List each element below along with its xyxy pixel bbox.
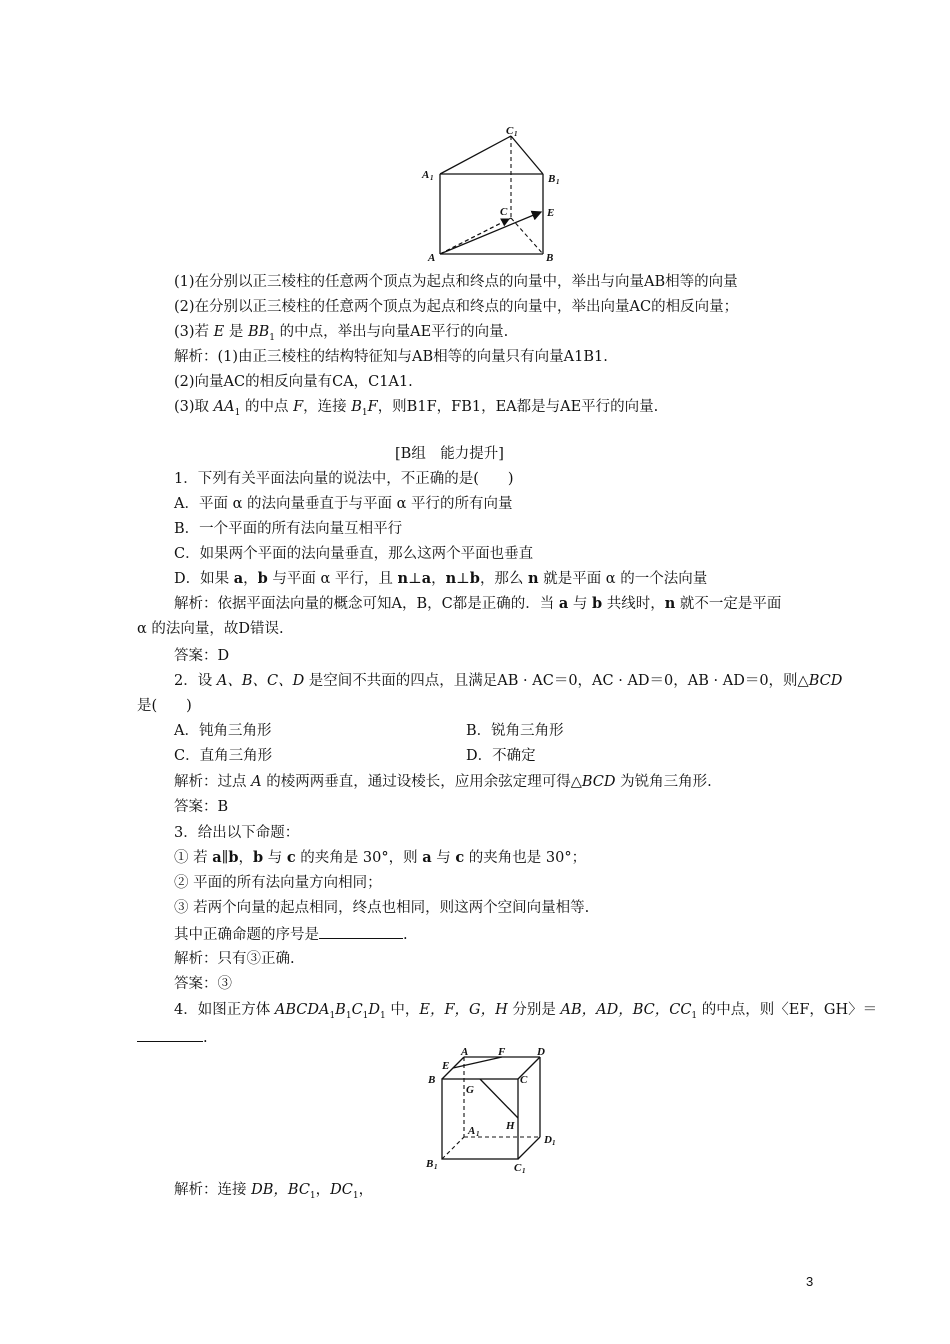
p1-question-2: (2)在分别以正三棱柱的任意两个顶点为起点和终点的向量中，举出向量AC的相反向量； bbox=[174, 299, 739, 315]
label-G: G bbox=[466, 1084, 474, 1096]
label-F: F bbox=[498, 1047, 506, 1058]
p1-solution-2: (2)向量AC的相反向量有CA，C1A1. bbox=[174, 374, 413, 390]
label-A1: A bbox=[422, 169, 430, 181]
svg-text:1: 1 bbox=[430, 174, 434, 182]
svg-text:1: 1 bbox=[522, 1167, 526, 1175]
q4-stem-cont: . bbox=[137, 1026, 208, 1048]
q4-solution: 解析：连接 DB，$BC_1$，$DC_1$， bbox=[174, 1182, 374, 1201]
q2-stem: 2．设 A、B、C、D 是空间不共面的四点，且满足AB · AC＝0，AC · AD＝0，AB · AD＝0，则△BCD bbox=[174, 673, 843, 689]
q3-stem: 3．给出以下命题： bbox=[174, 825, 300, 841]
svg-text:1: 1 bbox=[556, 178, 560, 186]
page-number: 3 bbox=[806, 1274, 814, 1289]
label-C: C bbox=[500, 206, 508, 218]
q3-answer: 答案：③ bbox=[174, 976, 232, 992]
q2-option-c: C．直角三角形 bbox=[174, 748, 273, 764]
q1-option-c: C．如果两个平面的法向量垂直，那么这两个平面也垂直 bbox=[174, 546, 534, 562]
q1-option-b: B．一个平面的所有法向量互相平行 bbox=[174, 521, 403, 537]
label-E: E bbox=[442, 1060, 450, 1072]
q1-solution-cont: α 的法向量，故D错误. bbox=[137, 621, 284, 637]
label-A: A bbox=[461, 1047, 469, 1058]
q2-option-d: D．不确定 bbox=[466, 748, 536, 764]
q3-solution: 解析：只有③正确. bbox=[174, 951, 295, 967]
label-B: B bbox=[546, 252, 554, 264]
svg-text:1: 1 bbox=[552, 1139, 556, 1147]
label-D: D bbox=[537, 1047, 545, 1058]
q3-proposition-2: ② 平面的所有法向量方向相同； bbox=[174, 875, 382, 891]
section-heading: [B组 能力提升] bbox=[395, 446, 504, 462]
svg-text:1: 1 bbox=[514, 130, 518, 138]
label-B1: B bbox=[426, 1158, 434, 1170]
svg-text:1: 1 bbox=[434, 1163, 438, 1171]
vector-AC bbox=[440, 219, 509, 254]
q3-ask: 其中正确命题的序号是 . bbox=[174, 923, 408, 945]
q1-option-d: D．如果 a，b 与平面 α 平行，且 n⊥a，n⊥b，那么 n 就是平面 α 的一个法向量 bbox=[174, 570, 708, 587]
q1-answer: 答案：D bbox=[174, 648, 230, 664]
q2-option-a: A．钝角三角形 bbox=[174, 723, 272, 739]
q3-proposition-1: ① 若 a∥b，b 与 c 的夹角是 30°，则 a 与 c 的夹角也是 30°； bbox=[174, 849, 587, 866]
svg-text:1: 1 bbox=[476, 1130, 480, 1138]
label-E: E bbox=[547, 207, 555, 219]
q4-stem: 4．如图正方体 $ABCDA_1B_1C_1D_1$ 中，E，F，G，H 分别是 AB，AD，BC，$CC_1$ 的中点，则〈EF，GH〉＝ bbox=[174, 1002, 878, 1021]
q2-stem-cont: 是( ) bbox=[137, 698, 192, 714]
q2-option-b: B．锐角三角形 bbox=[466, 723, 564, 739]
q1-option-a: A．平面 α 的法向量垂直于与平面 α 平行的所有向量 bbox=[174, 496, 513, 512]
answer-blank bbox=[137, 1026, 203, 1042]
vector-AE bbox=[440, 212, 541, 254]
p1-question-3: (3)若 E 是 $BB_1$ 的中点，举出与向量AE平行的向量. bbox=[174, 324, 509, 343]
q1-stem: 1．下列有关平面法向量的说法中，不正确的是( ) bbox=[174, 471, 514, 487]
label-D1: D bbox=[544, 1134, 552, 1146]
p1-solution-1: 解析：(1)由正三棱柱的结构特征知与AB相等的向量只有向量A1B1. bbox=[174, 349, 608, 365]
p1-question-1: (1)在分别以正三棱柱的任意两个顶点为起点和终点的向量中，举出与向量AB相等的向量 bbox=[174, 274, 738, 290]
q1-solution: 解析：依据平面法向量的概念可知A，B，C都是正确的．当 a 与 b 共线时，n 就不一定是平面 bbox=[174, 595, 782, 612]
label-H: H bbox=[506, 1120, 515, 1132]
q3-proposition-3: ③ 若两个向量的起点相同，终点也相同，则这两个空间向量相等. bbox=[174, 900, 590, 916]
label-A1: A bbox=[468, 1125, 476, 1137]
q2-answer: 答案：B bbox=[174, 799, 229, 815]
prism-hidden-edges bbox=[440, 136, 543, 254]
label-C1: C bbox=[506, 126, 514, 137]
label-C: C bbox=[520, 1074, 528, 1086]
cube-figure bbox=[420, 1047, 570, 1177]
answer-blank bbox=[319, 923, 403, 939]
label-A: A bbox=[428, 252, 436, 264]
prism-figure bbox=[418, 126, 578, 266]
q2-solution: 解析：过点 A 的棱两两垂直，通过设棱长，应用余弦定理可得△BCD 为锐角三角形. bbox=[174, 774, 712, 790]
label-B1: B bbox=[548, 173, 556, 185]
label-B: B bbox=[428, 1074, 436, 1086]
label-C1: C bbox=[514, 1162, 522, 1174]
p1-solution-3: (3)取 $AA_1$ 的中点 F，连接 $B_1F$，则B1F，FB1，EA都是与AE平行的向量. bbox=[174, 399, 659, 418]
